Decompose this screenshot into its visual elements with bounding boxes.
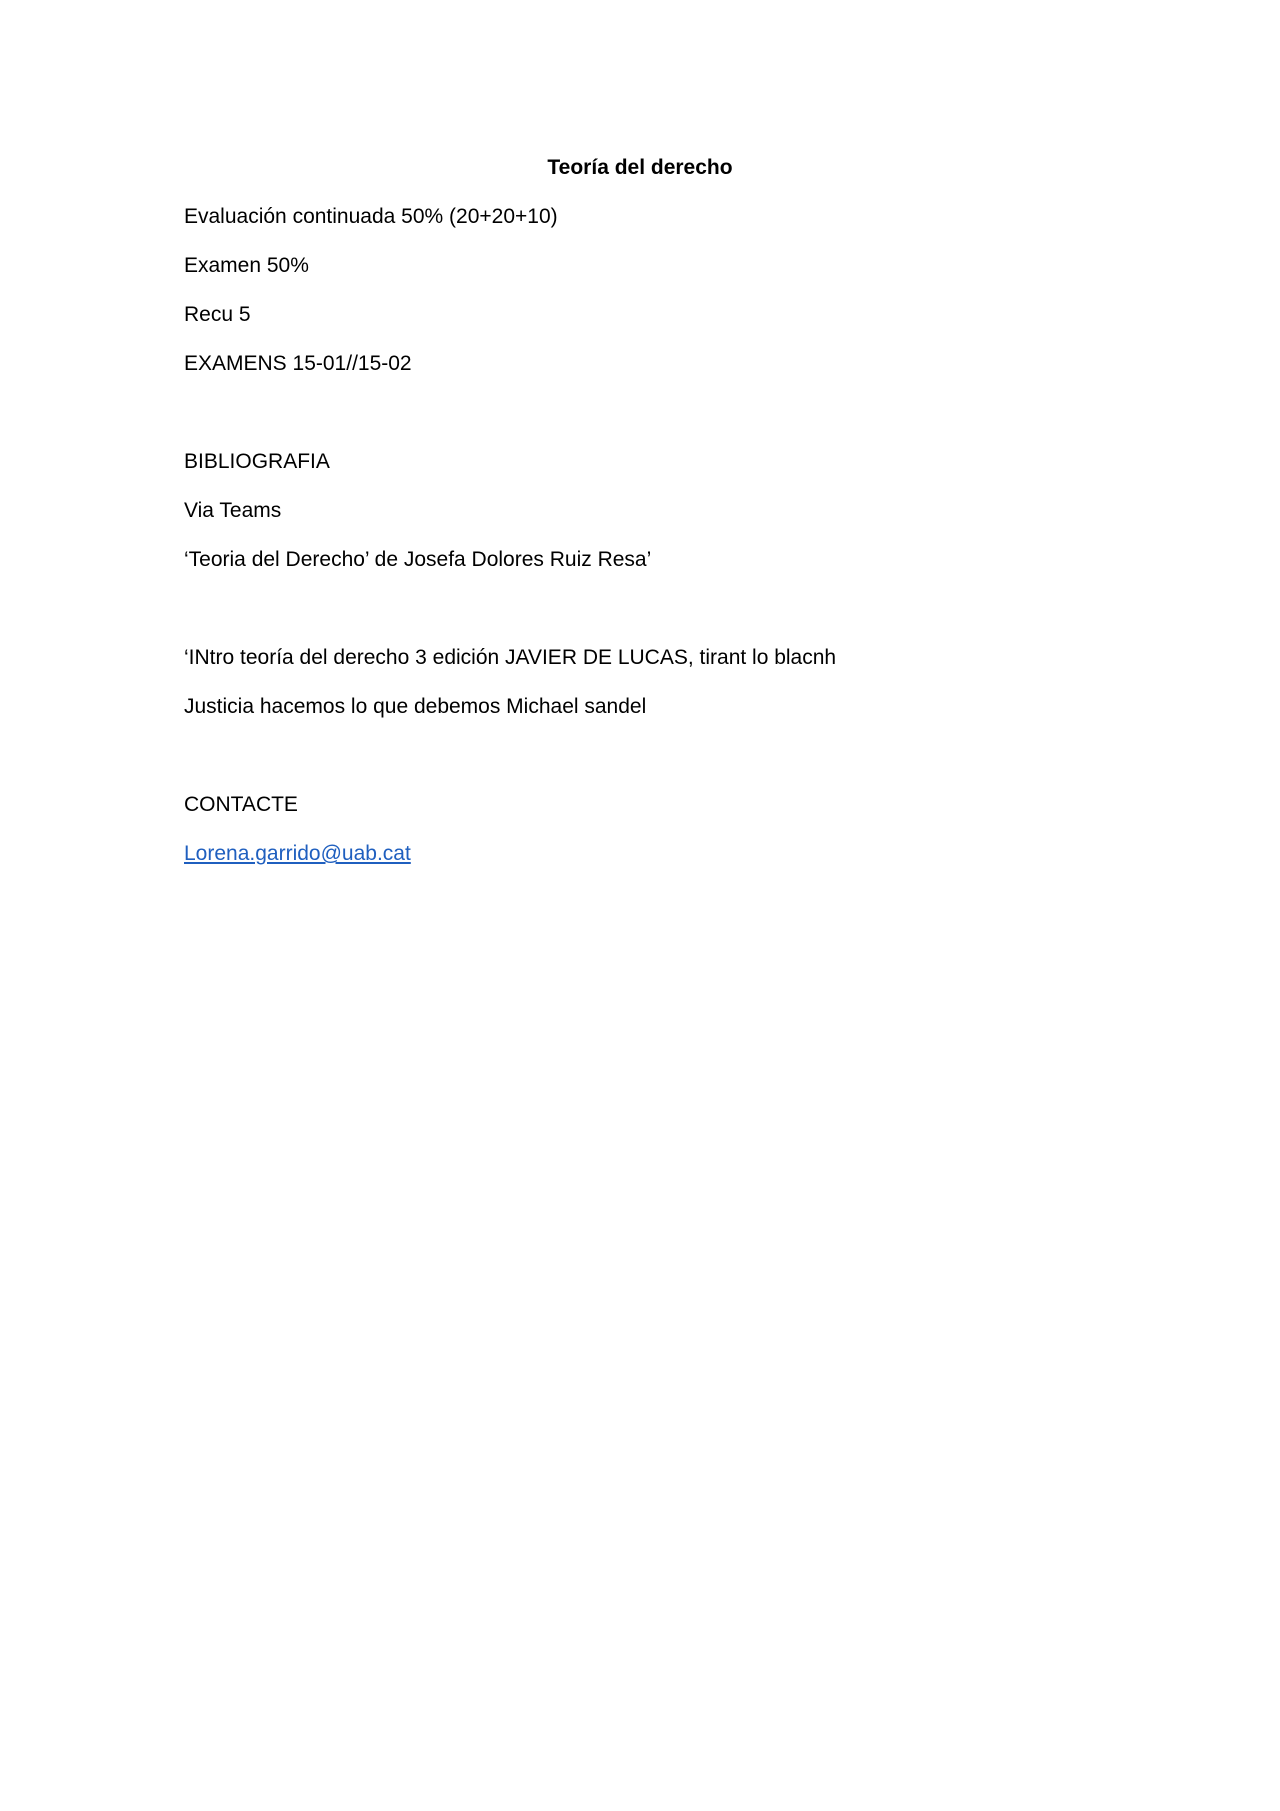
evaluation-continuous-line: Evaluación continuada 50% (20+20+10): [184, 205, 558, 228]
bibliography-heading: BIBLIOGRAFIA: [184, 450, 330, 473]
evaluation-exam-line: Examen 50%: [184, 254, 309, 277]
contact-email-line: [184, 836, 1096, 872]
exam-dates-line: EXAMENS 15-01//15-02: [184, 352, 412, 375]
bibliography-item: Justicia hacemos lo que debemos Michael sandel: [184, 695, 647, 718]
document-body: [184, 150, 1096, 885]
contact-email-link[interactable]: Lorena.garrido@uab.cat: [184, 842, 411, 865]
evaluation-resit-line: Recu 5: [184, 303, 251, 326]
contact-heading: CONTACTE: [184, 793, 298, 816]
empty-paragraph: [184, 738, 1096, 774]
document-title: Teoría del derecho: [547, 156, 733, 179]
empty-paragraph: [184, 395, 1096, 431]
empty-paragraph: [184, 591, 1096, 627]
bibliography-item: ‘Teoria del Derecho’ de Josefa Dolores Ruiz Resa’: [184, 548, 652, 571]
bibliography-item: ‘INtro teoría del derecho 3 edición JAVIER DE LUCAS, tirant lo blacnh: [184, 646, 837, 669]
bibliography-via: Via Teams: [184, 499, 282, 522]
